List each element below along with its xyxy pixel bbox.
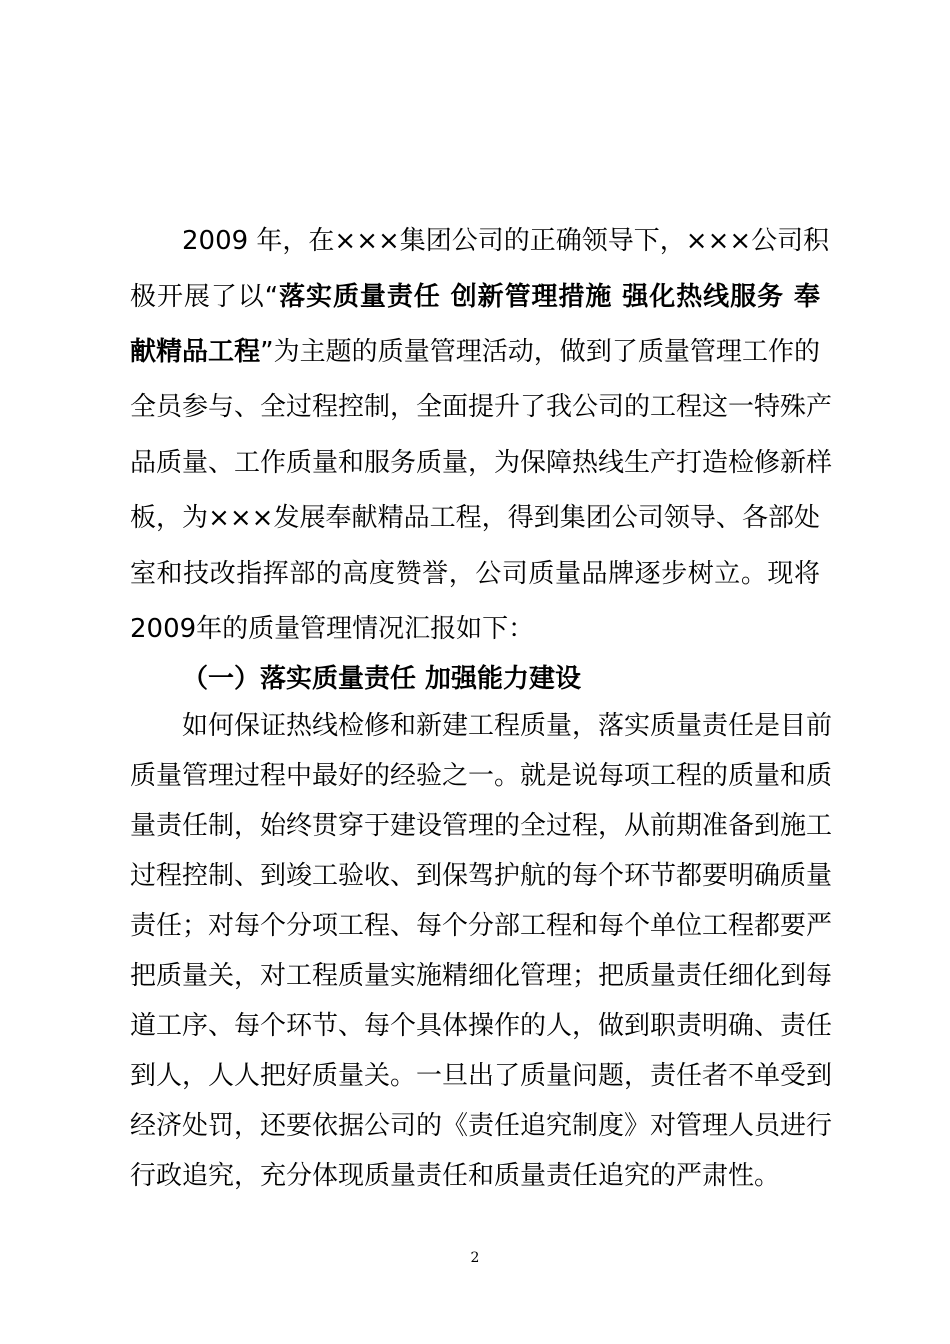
paragraph-1-line-7: 室和技改指挥部的高度赞誉，公司质量品牌逐步树立。现将 [130, 559, 820, 589]
paragraph-2-line-9: 经济处罚，还要依据公司的《责任追究制度》对管理人员进行 [130, 1111, 833, 1141]
paragraph-2-line-2: 质量管理过程中最好的经验之一。就是说每项工程的质量和质 [130, 761, 833, 791]
page-number: 2 [470, 1250, 480, 1266]
paragraph-1-line-8: 2009年的质量管理情况汇报如下： [130, 614, 535, 644]
paragraph-2-line-3: 量责任制，始终贯穿于建设管理的全过程，从前期准备到施工 [130, 811, 833, 841]
paragraph-2-line-4: 过程控制、到竣工验收、到保驾护航的每个环节都要明确质量 [130, 861, 833, 891]
paragraph-1-line-6: 板，为×××发展奉献精品工程，得到集团公司领导、各部处 [130, 503, 820, 533]
paragraph-2-line-8: 到人，人人把好质量关。一旦出了质量问题，责任者不单受到 [130, 1061, 833, 1091]
paragraph-2-line-5: 责任；对每个分项工程、每个分部工程和每个单位工程都要严 [130, 911, 833, 941]
paragraph-1-line-2 [130, 282, 820, 312]
paragraph-2-line-1: 如何保证热线检修和新建工程质量，落实质量责任是目前 [182, 711, 833, 741]
paragraph-2-line-10: 行政追究，充分体现质量责任和质量责任追究的严肃性。 [130, 1161, 781, 1191]
paragraph-1-line-4: 全员参与、全过程控制，全面提升了我公司的工程这一特殊产 [130, 392, 833, 422]
paragraph-1-line-5: 品质量、工作质量和服务质量，为保障热线生产打造检修新样 [130, 448, 833, 478]
paragraph-2-line-7: 道工序、每个环节、每个具体操作的人，做到职责明确、责任 [130, 1011, 833, 1041]
paragraph-1-line-3 [130, 337, 820, 367]
paragraph-2-line-6: 把质量关，对工程质量实施精细化管理；把质量责任细化到每 [130, 961, 833, 991]
theme-slogan-part-1: 落实质量责任 创新管理措施 强化热线服务 奉 [278, 282, 820, 312]
paragraph-1-line-2-text: 极开展了以“ [130, 282, 279, 312]
paragraph-1-line-3-text: ”为主题的质量管理活动，做到了质量管理工作的 [260, 337, 820, 367]
section-1-heading: （一）落实质量责任 加强能力建设 [182, 664, 582, 694]
paragraph-1-line-1: 2009 年，在×××集团公司的正确领导下，×××公司积 [182, 226, 830, 256]
theme-slogan-part-2: 献精品工程 [130, 337, 261, 367]
